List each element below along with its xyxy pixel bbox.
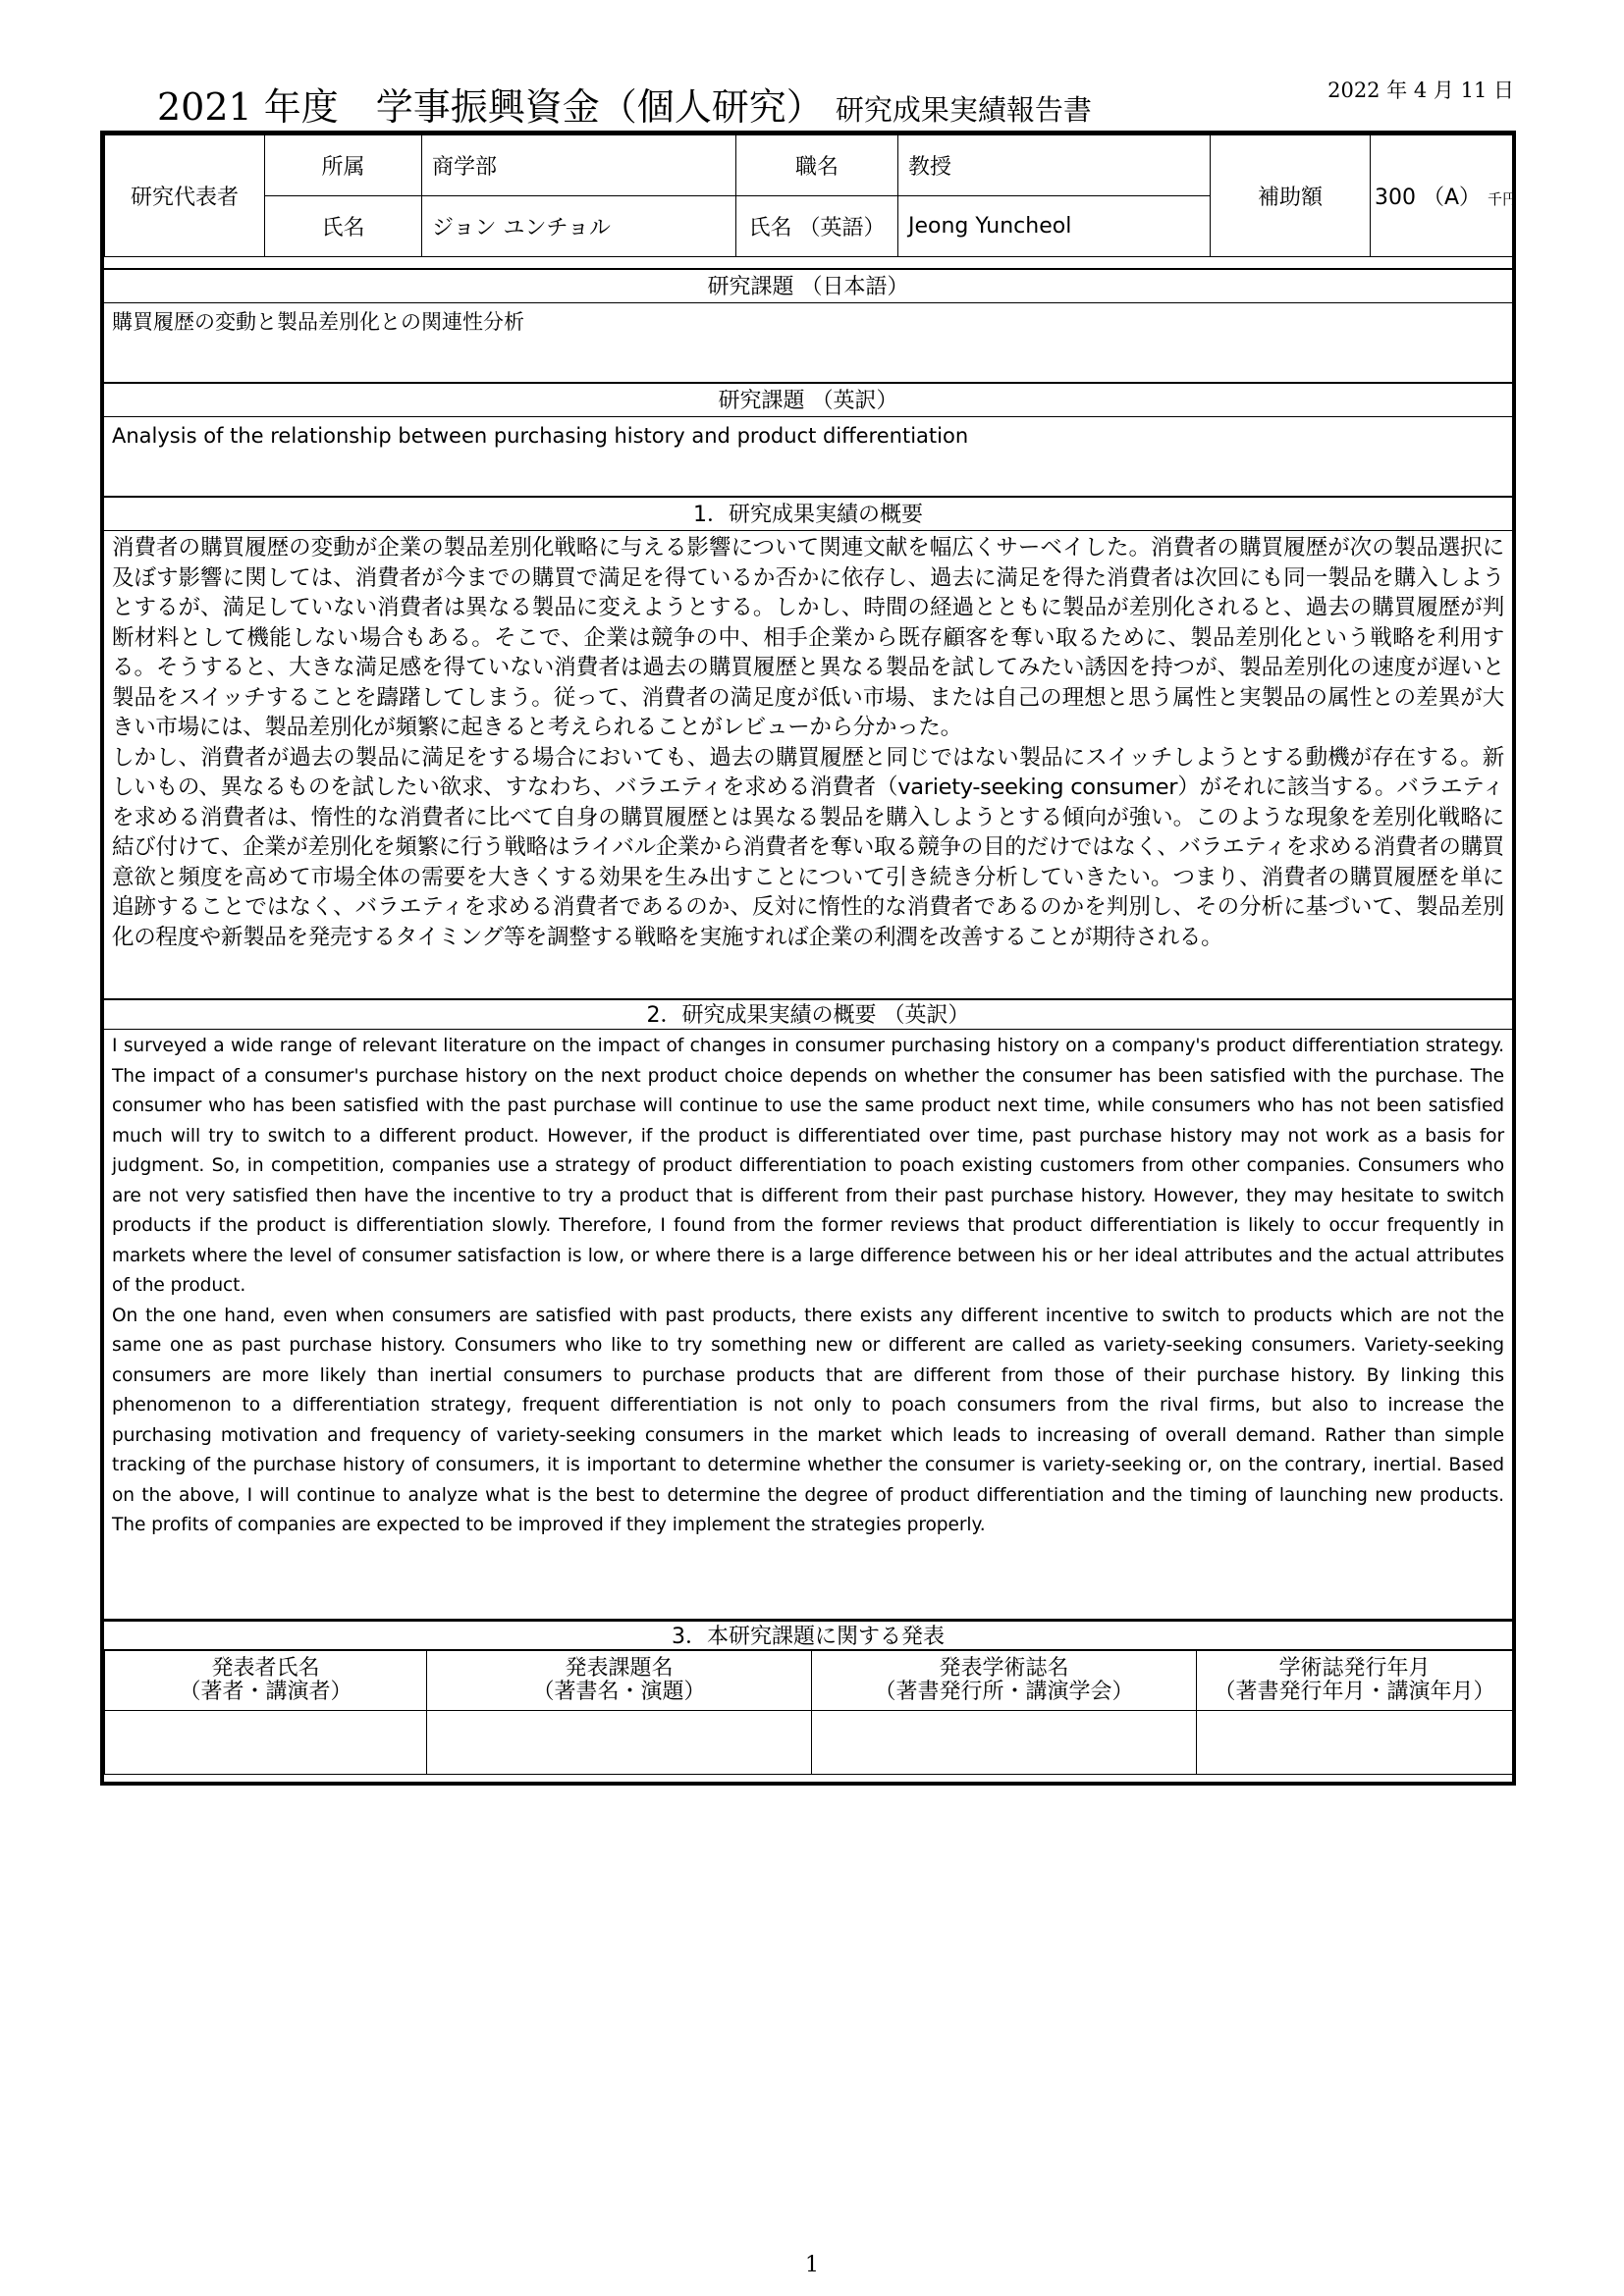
title-main: 2021 年度 学事振興資金（個人研究）: [157, 85, 824, 129]
col-journal-sub: （著書発行所・講演学会）: [874, 1680, 1134, 1704]
summary-en-title: 2．研究成果実績の概要 （英訳）: [104, 998, 1512, 1030]
name-value: ジョン ユンチョル: [422, 196, 736, 257]
col-date-label: 学術誌発行年月: [1278, 1656, 1431, 1681]
grant-value: 300 （A）: [1375, 186, 1482, 210]
info-table: [104, 134, 1518, 257]
table-row: [105, 1711, 1513, 1775]
affiliation-label: 所属: [265, 135, 422, 196]
report-date: 2022 年 4 月 11 日: [1327, 79, 1514, 102]
empty-cell: [1197, 1711, 1513, 1775]
theme-ja-body: 購買履歴の変動と製品差別化との関連性分析: [112, 310, 524, 334]
presentations-section: [104, 1619, 1512, 1775]
summary-ja-section: [104, 496, 1512, 1018]
summary-en-body: [104, 1030, 1512, 1617]
theme-en-body: Analysis of the relationship between purchasing history and product differentiation: [112, 424, 969, 448]
empty-cell: [427, 1711, 812, 1775]
col-date-sub: （著書発行年月・講演年月）: [1214, 1680, 1495, 1704]
name-en-value: Jeong Yuncheol: [898, 196, 1211, 257]
name-en-label: 氏名 （英語）: [736, 196, 898, 257]
presentations-table: [104, 1650, 1513, 1775]
col-presenter-sub: （著者・講演者）: [179, 1680, 352, 1704]
theme-ja-title: 研究課題 （日本語）: [104, 268, 1512, 303]
summary-ja-paragraph-2: しかし、消費者が過去の製品に満足をする場合においても、過去の購買履歴と同じではない製品にスイッチしようとする動機が存在する。新しいもの、異なるものを試したい欲求、すなわち、バラエティを求める消費者（variety-seeking consumer）がそれに該当する。バラエティを求める消費者は、惰性的な消費者に比べて自身の購買履歴とは異なる製品を購入しようとする傾向が強い。このような現象を差別化戦略に結び付けて、企業が差別化を頻繁に行う戦略はライバル企業から消費者を奪い取る競争の目的だけではなく、バラエティを求める消費者の購買意欲と頻度を高めて市場全体の需要を大きくする効果を生み出すことについて引き続き分析していきたい。つまり、消費者の購買履歴を単に追跡することではなく、バラエティを求める消費者であるのか、反対に惰性的な消費者であるのかを判別し、その分析に基づいて、製品差別化の程度や新製品を発売するタイミング等を調整する戦略を実施すれば企業の利潤を改善することが期待される。: [112, 744, 1504, 950]
col-date: [1197, 1651, 1513, 1711]
summary-ja-paragraph-1: 消費者の購買履歴の変動が企業の製品差別化戦略に与える影響について関連文献を幅広くサーベイした。消費者の購買履歴が次の製品選択に及ぼす影響に関しては、消費者が今までの購買で満足を得ているか否かに依存し、過去に満足を得た消費者は次回にも同一製品を購入しようとするが、満足していない消費者は異なる製品に変えようとする。しかし、時間の経過とともに製品が差別化されると、過去の購買履歴が判断材料として機能しない場合もある。そこで、企業は競争の中、相手企業から既存顧客を奪い取るために、製品差別化という戦略を利用する。そうすると、大きな満足感を得ていない消費者は過去の購買履歴と異なる製品を試してみたい誘因を持つが、製品差別化の速度が遅いと製品をスイッチすることを躊躇してしまう。従って、消費者の満足度が低い市場、または自己の理想と思う属性と実製品の属性との差異が大きい市場には、製品差別化が頻繁に起きると考えられることがレビューから分かった。: [112, 535, 1504, 740]
summary-en-paragraph-2: On the one hand, even when consumers are satisfied with past products, there exists any different incentive to switch to products which are not the same one as past purchase history. Consumers who like to try something new or different are called as variety-seeking consumers. Variety-seeking consumers are more likely than inertial consumers to purchase products that are different from those of their purchase history. By linking this phenomenon to a differentiation strategy, frequent differentiation is not only to poach consumers from the rival firms, but also to increase the purchasing motivation and frequency of variety-seeking consumers in the market which leads to increasing of overall demand. Rather than simple tracking of the purchase history of consumers, it is important to determine whether the consumer is variety-seeking or, on the contrary, inertial. Based on the above, I will continue to analyze what is the best to determine the degree of product differentiation and the timing of launching new products. The profits of companies are expected to be improved if they implement the strategies properly.: [112, 1305, 1504, 1535]
affiliation-value: 商学部: [422, 135, 736, 196]
summary-ja-title: 1．研究成果実績の概要: [104, 496, 1512, 531]
grant-label: 補助額: [1211, 135, 1371, 257]
rep-label: 研究代表者: [105, 135, 265, 257]
col-presenter: [105, 1651, 427, 1711]
summary-en-paragraph-1: I surveyed a wide range of relevant literature on the impact of changes in consumer purchasing history on a company's product differentiation strategy. The impact of a consumer's purchase history on the next product choice depends on whether the consumer has been satisfied with the purchase. The consumer who has been satisfied with the past purchase will continue to use the same product next time, while consumers who has not been satisfied much will try to switch to a different product. However, if the product is differentiated over time, past purchase history may not work as a basis for judgment. So, in competition, companies use a strategy of product differentiation to poach existing customers from other companies. Consumers who are not very satisfied then have the incentive to try a product that is different from their past purchase history. However, they may hesitate to switch products if the product is differentiation slowly. Therefore, I found from the former reviews that product differentiation is likely to occur frequently in markets where the level of consumer satisfaction is low, or where there is a large difference between his or her ideal attributes and the actual attributes of the product.: [112, 1036, 1504, 1296]
col-topic: [427, 1651, 812, 1711]
theme-en-title: 研究課題 （英訳）: [104, 382, 1512, 417]
col-journal-label: 発表学術誌名: [939, 1656, 1069, 1681]
name-label: 氏名: [265, 196, 422, 257]
title-sub: 研究成果実績報告書: [835, 93, 1092, 127]
theme-en-section: [104, 382, 1512, 496]
col-journal: [812, 1651, 1197, 1711]
summary-ja-body: [104, 531, 1512, 1018]
position-label: 職名: [736, 135, 898, 196]
col-presenter-label: 発表者氏名: [211, 1656, 320, 1681]
col-topic-sub: （著書名・演題）: [532, 1680, 706, 1704]
position-value: 教授: [898, 135, 1211, 196]
theme-ja-section: [104, 268, 1512, 382]
report-form: [100, 131, 1516, 1786]
empty-cell: [812, 1711, 1197, 1775]
grant-cell: [1371, 135, 1518, 257]
summary-en-section: [104, 998, 1512, 1617]
grant-unit: 千円: [1488, 190, 1518, 208]
page-number: 1: [805, 2253, 819, 2277]
col-topic-label: 発表課題名: [565, 1656, 674, 1681]
presentations-title: 3．本研究課題に関する発表: [104, 1619, 1512, 1650]
empty-cell: [105, 1711, 427, 1775]
page-title: [157, 77, 1092, 131]
